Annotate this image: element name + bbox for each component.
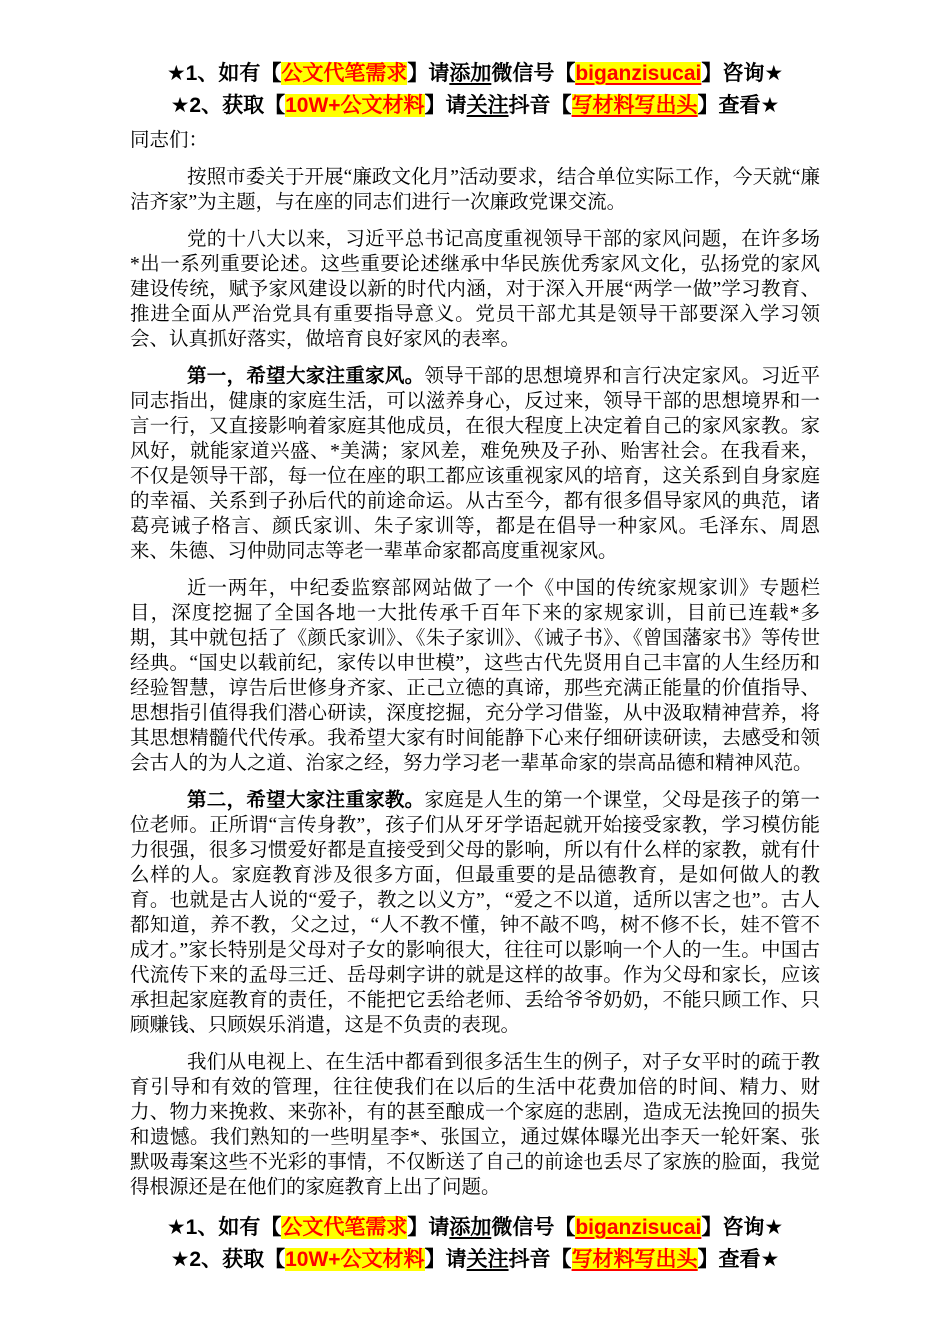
promo-segment: 抖音【 — [508, 94, 572, 117]
document-body — [130, 128, 820, 1200]
paragraph: 第一，希望大家注重家风。领导干部的思想境界和言行决定家风。习近平同志指出，健康的家庭生活，可以滋养身心，反过来，领导干部的思想境界和一言一行，又直接影响着家庭其他成员，在很大程度上决定着自己的家风家教。家风好，就能家道兴盛、*美满；家风差，难免殃及子孙、贻害社会。在我看来，不仅是领导干部，每一位在座的职工都应该重视家风的培育，这关系到自身家庭的幸福、关系到子孙后代的前途命运。从古至今，都有很多倡导家风的典范，诸葛亮诫子格言、颜氏家训、朱子家训等，都是在倡导一种家风。毛泽东、周恩来、朱德、习仲勋同志等老一辈革命家都高度重视家风。 — [130, 366, 820, 562]
promo-segment: 添加 — [449, 1216, 492, 1239]
promo-segment: 公文代笔需求 — [281, 62, 408, 85]
promo-segment: 10W+公文材料 — [285, 94, 425, 117]
promo-segment: ★1、如有【 — [166, 1216, 282, 1239]
promo-line-2 — [130, 1244, 820, 1276]
promo-segment: 】请 — [407, 62, 450, 85]
promo-segment: 】请 — [424, 94, 467, 117]
promo-segment: ★1、如有【 — [166, 62, 282, 85]
promo-segment: 关注 — [466, 94, 509, 117]
promo-segment: 】咨询★ — [701, 1216, 784, 1239]
promo-segment: 微信号【 — [491, 62, 576, 85]
promo-segment: 】查看★ — [697, 1248, 780, 1271]
paragraph-list — [130, 165, 820, 1200]
promo-segment: 】请 — [424, 1248, 467, 1271]
promo-segment: ★2、获取【 — [170, 94, 286, 117]
promo-segment: 写材料写出头 — [571, 1248, 698, 1271]
salutation: 同志们： — [130, 130, 209, 151]
promo-segment: biganzisucai — [575, 1216, 702, 1239]
promo-segment: ★2、获取【 — [170, 1248, 286, 1271]
paragraph: 党的十八大以来，习近平总书记高度重视领导干部的家风问题，在许多场*出一系列重要论述。这些重要论述继承中华民族优秀家风文化，弘扬党的家风建设传统，赋予家风建设以新的时代内涵，对于深入开展“两学一做”学习教育、推进全面从严治党具有重要指导意义。党员干部尤其是领导干部要深入学习领会、认真抓好落实，做培育良好家风的表率。 — [130, 229, 820, 350]
paragraph-lead: 第二，希望大家注重家教。 — [187, 790, 425, 811]
paragraph: 近一两年，中纪委监察部网站做了一个《中国的传统家规家训》专题栏目，深度挖掘了全国各地一大批传承千百年下来的家规家训，目前已连载*多期，其中就包括了《颜氏家训》、《朱子家训》、《诫子书》、《曾国藩家书》等传世经典。“国史以载前纪，家传以申世模”，这些古代先贤用自己丰富的人生经历和经验智慧，谆告后世修身齐家、正己立德的真谛，那些充满正能量的价值指导、思想指引值得我们潜心研读，深度挖掘，充分学习借鉴，从中汲取精神营养，将其思想精髓代代传承。我希望大家有时间能静下心来仔细研读研读，去感受和领会古人的为人之道、治家之经，努力学习老一辈革命家的崇高品德和精神风范。 — [130, 578, 820, 774]
promo-segment: 添加 — [449, 62, 492, 85]
paragraph-lead: 第一，希望大家注重家风。 — [187, 366, 425, 387]
paragraph: 我们从电视上、在生活中都看到很多活生生的例子，对子女平时的疏于教育引导和有效的管理，往往使我们在以后的生活中花费加倍的时间、精力、财力、物力来挽救、来弥补，有的甚至酿成一个家庭的悲剧，造成无法挽回的损失和遗憾。我们熟知的一些明星李*、张国立，通过媒体曝光出李天一轮奸案、张默吸毒案这些不光彩的事情，不仅断送了自己的前途也丢尽了家族的脸面，我觉得根源还是在他们的家庭教育上出了问题。 — [130, 1052, 820, 1198]
promo-line-1 — [130, 1212, 820, 1244]
promo-banner-top — [130, 58, 820, 122]
paragraph: 按照市委关于开展“廉政文化月”活动要求，结合单位实际工作，今天就“廉洁齐家”为主题，与在座的同志们进行一次廉政党课交流。 — [130, 167, 820, 213]
promo-segment: 10W+公文材料 — [285, 1248, 425, 1271]
paragraph: 第二，希望大家注重家教。家庭是人生的第一个课堂，父母是孩子的第一位老师。正所谓“言传身教”，孩子们从牙牙学语起就开始接受家教，学习模仿能力很强，很多习惯爱好都是直接受到父母的影响，所以有什么样的家教，就有什么样的人。家庭教育涉及很多方面，但最重要的是品德教育，是如何做人的教育。也就是古人说的“爱子，教之以义方”，“爱之不以道，适所以害之也”。古人都知道，养不教，父之过，“人不教不懂，钟不敲不鸣，树不修不长，娃不管不成才。”家长特别是父母对子女的影响很大，往往可以影响一个人的一生。中国古代流传下来的孟母三迁、岳母刺字讲的就是这样的故事。作为父母和家长，应该承担起家庭教育的责任，不能把它丢给老师、丢给爷爷奶奶，不能只顾工作、只顾赚钱、只顾娱乐消遣，这是不负责的表现。 — [130, 790, 820, 1036]
promo-segment: 抖音【 — [508, 1248, 572, 1271]
promo-line-2 — [130, 90, 820, 122]
promo-line-1 — [130, 58, 820, 90]
promo-segment: 】咨询★ — [701, 62, 784, 85]
promo-segment: 关注 — [466, 1248, 509, 1271]
promo-segment: 】查看★ — [697, 94, 780, 117]
promo-segment: 】请 — [407, 1216, 450, 1239]
promo-segment: biganzisucai — [575, 62, 702, 85]
promo-segment: 写材料写出头 — [571, 94, 698, 117]
promo-segment: 微信号【 — [491, 1216, 576, 1239]
promo-segment: 公文代笔需求 — [281, 1216, 408, 1239]
promo-banner-bottom — [130, 1212, 820, 1276]
